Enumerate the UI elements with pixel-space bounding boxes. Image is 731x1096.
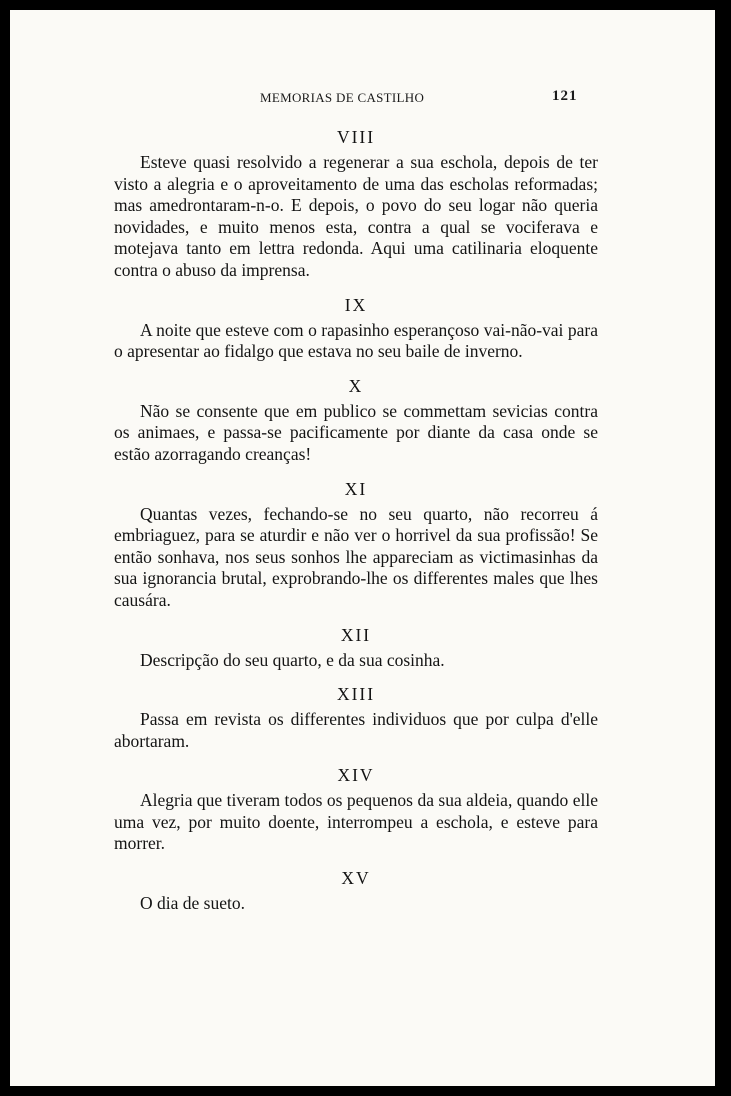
section-paragraph: Passa em revista os differentes individuos que por culpa d'elle abortaram.: [114, 709, 598, 751]
page-header: [10, 80, 715, 110]
section-heading: XIV: [337, 765, 375, 786]
section-paragraph: Alegria que tiveram todos os pequenos da sua aldeia, quando elle uma vez, por muito doente, interrompeu a eschola, e esteve para morrer.: [114, 790, 598, 854]
section-xv: [114, 863, 598, 915]
section-heading: VIII: [336, 127, 376, 147]
section-xi: [114, 474, 598, 612]
book-page: [10, 10, 715, 1086]
section-paragraph: Não se consente que em publico se commettam sevicias contra os animaes, e passa-se pacificamente por diante da casa onde se estão azorragando creanças!: [114, 400, 598, 464]
section-heading: XI: [344, 478, 368, 499]
section-heading: XV: [341, 868, 371, 889]
section-ix: [114, 290, 598, 363]
section-heading: IX: [344, 294, 368, 315]
section-paragraph: O dia de sueto.: [140, 893, 245, 914]
section-paragraph: A noite que esteve com o rapasinho esperançoso vai-não-vai para o apresentar ao fidalgo que estava no seu baile de inverno.: [114, 319, 598, 362]
section-x: [114, 371, 598, 466]
body-text: [114, 122, 598, 923]
section-heading: X: [348, 375, 364, 396]
running-title: MEMORIAS DE CASTILHO: [260, 90, 425, 105]
section-paragraph: Quantas vezes, fechando-se no seu quarto, não recorreu á embriaguez, para se aturdir e não ver o horrivel da sua profissão! Se então sonhava, nos seus sonhos lhe appareciam as victimasinhas da sua ignorancia brutal, exprobrando-lhe os differentes males que lhes causára.: [114, 503, 598, 610]
section-xiii: [114, 679, 598, 752]
section-xiv: [114, 760, 598, 855]
section-paragraph: Esteve quasi resolvido a regenerar a sua eschola, depois de ter visto a alegria e o aproveitamento de uma das escholas reformadas; mas amedrontaram-n-o. E depois, o povo do seu logar não queria novidades, e muito menos esta, contra a qual se vociferava e motejava tanto em lettra redonda. Aqui uma catilinaria eloquente contra o abuso da imprensa.: [114, 152, 598, 280]
section-paragraph: Descripção do seu quarto, e da sua cosinha.: [140, 649, 445, 670]
section-viii: [114, 122, 598, 282]
section-heading: XII: [340, 624, 372, 645]
section-xii: [114, 620, 598, 672]
page-number: 121: [552, 88, 578, 104]
section-heading: XIII: [336, 684, 376, 705]
